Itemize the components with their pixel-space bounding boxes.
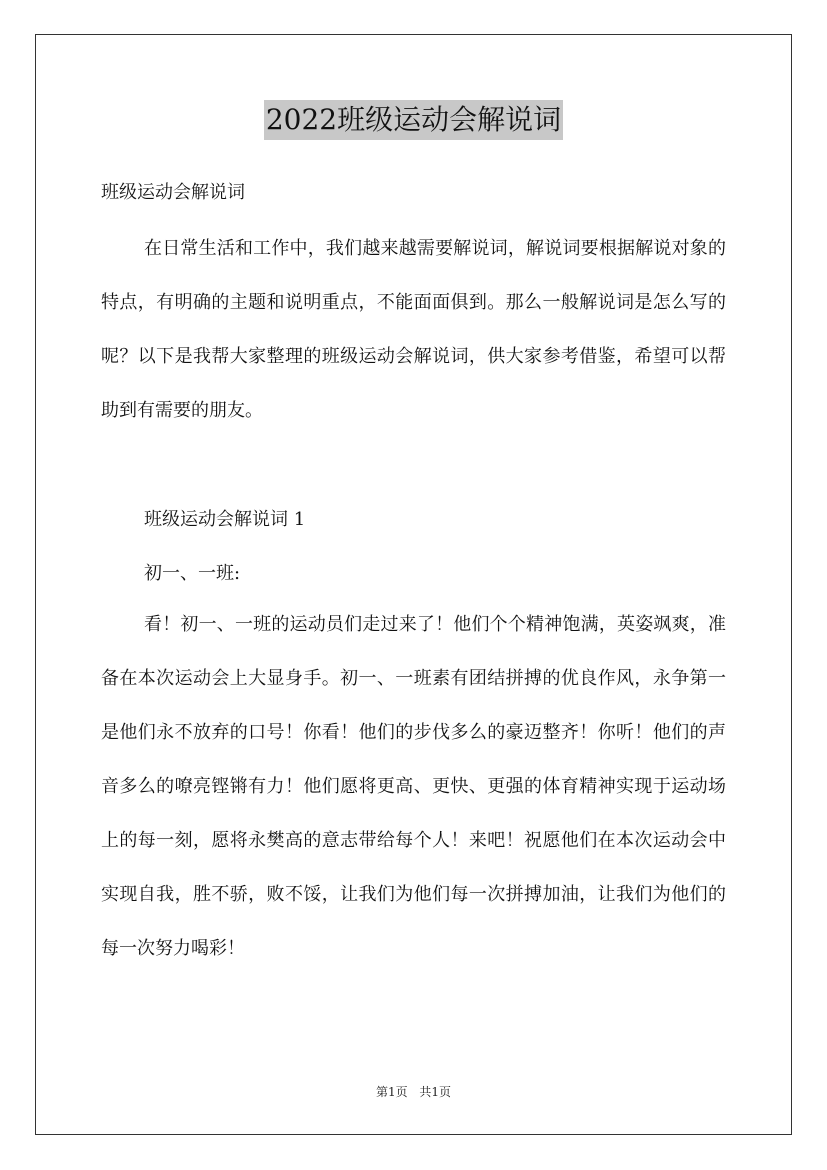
title-container <box>0 100 827 140</box>
page-current: 第1页 <box>375 1085 408 1099</box>
section-title: 班级运动会解说词 1 <box>144 509 306 530</box>
document-subtitle: 班级运动会解说词 <box>101 182 245 203</box>
class-name-heading: 初一、一班: <box>144 563 241 584</box>
intro-paragraph: 在日常生活和工作中，我们越来越需要解说词，解说词要根据解说对象的特点，有明确的主题和说明重点，不能面面俱到。那么一般解说词是怎么写的呢？以下是我帮大家整理的班级运动会解说词，供大家参考借鉴，希望可以帮助到有需要的朋友。 <box>101 238 726 421</box>
page-footer <box>0 1083 827 1101</box>
page-total: 共1页 <box>419 1085 452 1099</box>
body-paragraph: 看！初一、一班的运动员们走过来了！他们个个精神饱满，英姿飒爽，准备在本次运动会上大显身手。初一、一班素有团结拼搏的优良作风，永争第一是他们永不放弃的口号！你看！他们的步伐多么的豪迈整齐！你听！他们的声音多么的嘹亮铿锵有力！他们愿将更高、更快、更强的体育精神实现于运动场上的每一刻，愿将永樊高的意志带给每个人！来吧！祝愿他们在本次运动会中实现自我，胜不骄，败不馁，让我们为他们每一次拼搏加油，让我们为他们的每一次努力喝彩！ <box>101 614 726 959</box>
document-title: 2022班级运动会解说词 <box>264 100 563 140</box>
